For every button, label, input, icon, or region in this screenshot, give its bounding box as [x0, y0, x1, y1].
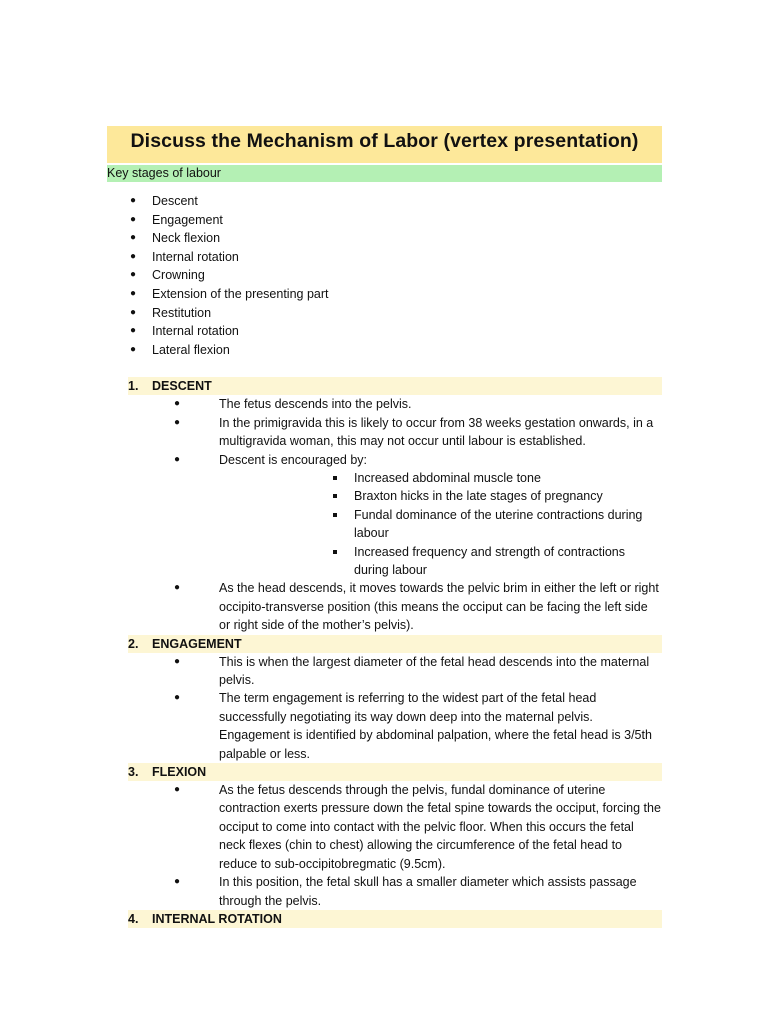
list-item: ● Neck flexion — [107, 229, 662, 248]
list-item: ● In the primigravida this is likely to occur from 38 weeks gestation onwards, in a multigravida woman, this may not occur until labour is established. — [174, 415, 654, 449]
bullet-icon: ● — [130, 250, 137, 262]
section-heading — [128, 763, 662, 781]
section-heading — [128, 635, 662, 653]
section-engagement — [107, 635, 662, 763]
list-item: Increased frequency and strength of contractions during labour — [219, 543, 662, 580]
bullet-list — [107, 653, 662, 763]
bullet-icon: ● — [174, 416, 181, 428]
sub-bullet-list — [219, 469, 662, 579]
list-item: ● Restitution — [107, 304, 662, 323]
section-number: 4. — [128, 911, 139, 926]
list-item: ● Lateral flexion — [107, 341, 662, 360]
section-internal-rotation — [107, 910, 662, 928]
list-item: ● The fetus descends into the pelvis. — [107, 395, 662, 413]
bullet-icon: ● — [174, 692, 181, 704]
section-subtitle: Key stages of labour — [107, 165, 662, 182]
list-item: ● Internal rotation — [107, 248, 662, 267]
bullet-icon: ● — [130, 232, 137, 244]
list-item: ● Crowning — [107, 266, 662, 285]
list-item: ● The term engagement is referring to the widest part of the fetal head successfully negotiating its way down deep into the maternal pelvis. Engagement is identified by abdominal palpation, where the fetal head is 3/5th palpable or less. — [174, 691, 652, 761]
bullet-icon: ● — [174, 582, 181, 594]
list-item: ● As the head descends, it moves towards the pelvic brim in either the left or right occipito-transverse position (this means the occiput can be facing the left side or right side of the mother’s pelvis). — [174, 581, 659, 633]
bullet-icon: ● — [130, 287, 137, 299]
list-item: ● Descent is encouraged by: Increased abdominal muscle tone Braxton hicks in the late stages of pregnancy Fundal dominance of the uterine contractions during labour Increased frequency and strength of contractions during labour — [107, 451, 662, 580]
bullet-icon: ● — [130, 343, 137, 355]
list-item: ● Engagement — [107, 211, 662, 230]
section-heading — [128, 910, 662, 928]
bullet-icon: ● — [174, 655, 181, 667]
section-descent — [107, 377, 662, 634]
bullet-list — [107, 781, 662, 910]
bullet-icon: ● — [174, 453, 181, 465]
section-title: FLEXION — [152, 765, 207, 780]
bullet-icon: ● — [130, 195, 137, 206]
bullet-list — [107, 395, 662, 634]
list-item: ● Descent — [107, 192, 662, 211]
bullet-icon: ● — [174, 784, 181, 796]
list-item: Fundal dominance of the uterine contractions during labour — [219, 506, 662, 543]
square-bullet-icon — [333, 513, 337, 517]
list-item: Increased abdominal muscle tone — [219, 469, 662, 487]
bullet-icon: ● — [130, 325, 137, 337]
section-heading — [128, 377, 662, 395]
list-item: ● Internal rotation — [107, 322, 662, 341]
square-bullet-icon — [333, 494, 337, 498]
document-page — [107, 126, 662, 928]
list-item: Braxton hicks in the late stages of pregnancy — [219, 487, 662, 505]
section-title: INTERNAL ROTATION — [152, 911, 282, 926]
section-number: 1. — [128, 379, 139, 394]
section-flexion — [107, 763, 662, 910]
section-title: ENGAGEMENT — [152, 636, 242, 651]
bullet-icon: ● — [130, 213, 137, 225]
page-title: Discuss the Mechanism of Labor (vertex presentation) — [107, 126, 662, 163]
section-title: DESCENT — [152, 379, 212, 394]
list-item: ● As the fetus descends through the pelvis, fundal dominance of uterine contraction exerts pressure down the fetal spine towards the occiput, forcing the occiput to come into contact with the pelvic floor. When this occurs the fetal neck flexes (chin to chest) allowing the circumference of the fetal head to reduce to sub-occipitobregmatic (9.5cm). — [174, 783, 661, 871]
bullet-icon: ● — [174, 876, 181, 888]
square-bullet-icon — [333, 476, 337, 480]
square-bullet-icon — [333, 550, 337, 554]
list-item: ● In this position, the fetal skull has a smaller diameter which assists passage through the pelvis. — [174, 875, 637, 908]
key-stages-list — [107, 192, 662, 359]
bullet-icon: ● — [174, 398, 181, 410]
list-item: ● Extension of the presenting part — [107, 285, 662, 304]
list-item: ● This is when the largest diameter of the fetal head descends into the maternal pelvis. — [174, 654, 650, 688]
bullet-icon: ● — [130, 306, 137, 318]
bullet-icon: ● — [130, 269, 137, 281]
section-number: 3. — [128, 765, 139, 780]
section-number: 2. — [128, 636, 139, 651]
